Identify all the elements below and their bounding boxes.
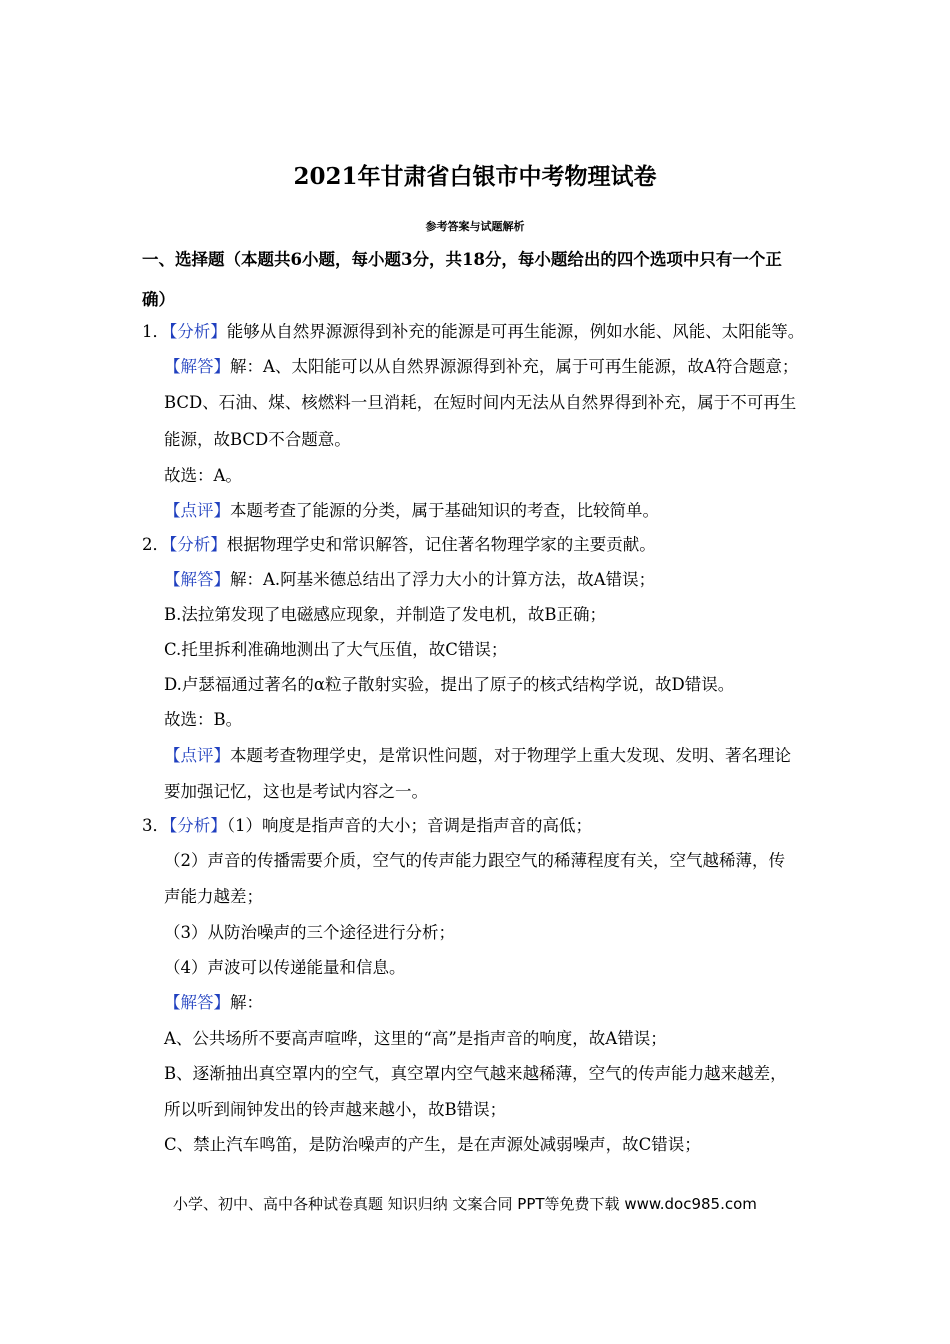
q2-analysis-line: [142, 534, 656, 556]
q1-answer-text: 解：A、太阳能可以从自然界源源得到补充，属于可再生能源，故A符合题意；: [230, 357, 799, 376]
q2-comment-line: [164, 745, 791, 767]
q3-answer-text-3: B、逐渐抽出真空罩内的空气，真空罩内空气越来越稀薄，空气的传声能力越来越差，: [164, 1064, 787, 1083]
q2-analysis-text: 根据物理学史和常识解答，记住著名物理学家的主要贡献。: [226, 535, 656, 554]
q3-number: 3．: [142, 816, 169, 835]
q3-answer-line: [164, 992, 263, 1014]
q1-answer-text-3: 能源，故BCD不合题意。: [164, 430, 351, 449]
q2-number: 2．: [142, 535, 169, 554]
q3-answer-text: 解：: [230, 993, 263, 1012]
answer-tag: 【解答】: [164, 993, 230, 1012]
q2-comment-text-2: 要加强记忆，这也是考试内容之一。: [164, 782, 428, 801]
q1-analysis-line: [142, 321, 804, 343]
analysis-tag: 【分析】: [169, 816, 227, 835]
q3-answer-text-4: 所以听到闹钟发出的铃声越来越小，故B错误；: [164, 1100, 507, 1119]
comment-tag: 【点评】: [164, 501, 230, 520]
q3-analysis-text-5: （4）声波可以传递能量和信息。: [164, 958, 406, 977]
q1-number: 1．: [142, 322, 169, 341]
q2-answer-text: 解：A.阿基米德总结出了浮力大小的计算方法，故A错误；: [230, 570, 656, 589]
q1-choice: 故选：A。: [164, 466, 242, 485]
document-subtitle: 参考答案与试题解析: [425, 220, 525, 233]
q2-answer-line: [164, 569, 655, 591]
q3-analysis-text-2: （2）声音的传播需要介质，空气的传声能力跟空气的稀薄程度有关，空气越稀薄，传: [164, 851, 785, 870]
q3-analysis-text: （1）响度是指声音的大小；音调是指声音的高低；: [226, 816, 592, 835]
q2-answer-text-4: D.卢瑟福通过著名的α粒子散射实验，提出了原子的核式结构学说，故D错误。: [164, 675, 735, 694]
q2-choice: 故选：B。: [164, 710, 243, 729]
q2-answer-text-2: B.法拉第发现了电磁感应现象，并制造了发电机，故B正确；: [164, 605, 606, 624]
page-footer: 小学、初中、高中各种试卷真题 知识归纳 文案合同 PPT等免费下载 www.doc985.com: [173, 1195, 757, 1213]
analysis-tag: 【分析】: [169, 535, 227, 554]
q3-answer-text-2: A、公共场所不要高声喧哗，这里的“高”是指声音的响度，故A错误；: [164, 1029, 667, 1048]
q1-analysis-text: 能够从自然界源源得到补充的能源是可再生能源，例如水能、风能、太阳能等。: [226, 322, 805, 341]
answer-tag: 【解答】: [164, 357, 230, 376]
q3-answer-text-5: C、禁止汽车鸣笛，是防治噪声的产生，是在声源处减弱噪声，故C错误；: [164, 1135, 701, 1154]
document-title: 2021年甘肃省白银市中考物理试卷: [293, 163, 657, 190]
q1-comment-text: 本题考查了能源的分类，属于基础知识的考查，比较简单。: [230, 501, 659, 520]
q3-analysis-line: [142, 815, 592, 837]
answer-tag: 【解答】: [164, 570, 230, 589]
q2-comment-text: 本题考查物理学史，是常识性问题，对于物理学上重大发现、发明、著名理论: [230, 746, 791, 765]
q3-analysis-text-4: （3）从防治噪声的三个途径进行分析；: [164, 923, 455, 942]
q2-answer-text-3: C.托里拆利准确地测出了大气压值，故C错误；: [164, 640, 508, 659]
comment-tag: 【点评】: [164, 746, 230, 765]
q1-answer-text-2: BCD、石油、煤、核燃料一旦消耗，在短时间内无法从自然界得到补充，属于不可再生: [164, 393, 797, 412]
q1-answer-line: [164, 356, 798, 378]
section-heading: 一、选择题（本题共6小题，每小题3分，共18分，每小题给出的四个选项中只有一个正: [142, 250, 782, 269]
analysis-tag: 【分析】: [169, 322, 227, 341]
section-heading-continued: 确）: [142, 290, 175, 309]
q3-analysis-text-3: 声能力越差；: [164, 887, 263, 906]
q1-comment-line: [164, 500, 659, 522]
